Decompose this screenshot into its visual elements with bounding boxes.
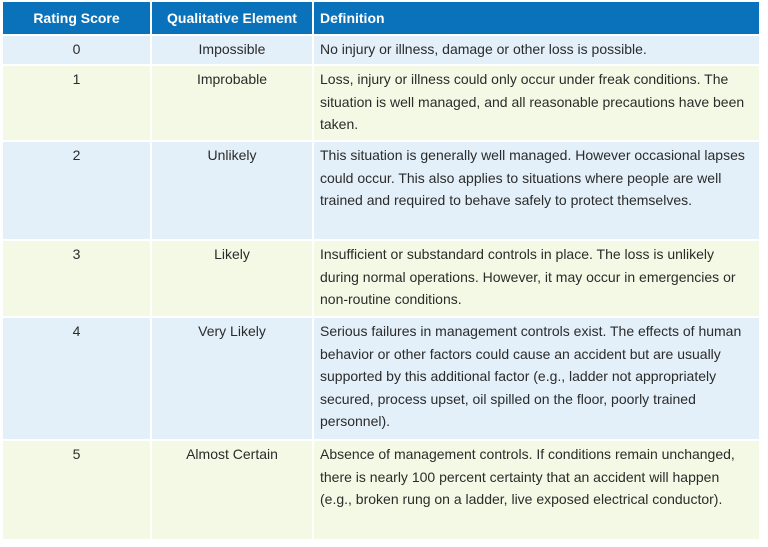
qualitative-element: Very Likely: [152, 318, 312, 439]
rating-score: 1: [3, 66, 150, 140]
definition: This situation is generally well managed. However occasional lapses could occur. This also applies to situations where people are well trained and required to behave safely to protect themselves.: [314, 142, 759, 239]
header-definition: Definition: [314, 2, 759, 34]
header-qualitative-element: Qualitative Element: [152, 2, 312, 34]
table-row: [3, 66, 759, 140]
rating-score: 3: [3, 241, 150, 316]
definition: Serious failures in management controls exist. The effects of human behavior or other factors could cause an accident but are usually supported by this additional factor (e.g., ladder not appropriately secured, process upset, oil spilled on the floor, poorly trained personnel).: [314, 318, 759, 439]
table-row: [3, 318, 759, 439]
table-row: [3, 441, 759, 539]
qualitative-element: Almost Certain: [152, 441, 312, 539]
table-row: [3, 241, 759, 316]
rating-score: 2: [3, 142, 150, 239]
definition: Absence of management controls. If conditions remain unchanged, there is nearly 100 percent certainty that an accident will happen (e.g., broken rung on a ladder, live exposed electrical conductor).: [314, 441, 759, 539]
rating-score: 4: [3, 318, 150, 439]
table-row: [3, 36, 759, 64]
qualitative-element: Improbable: [152, 66, 312, 140]
qualitative-element: Impossible: [152, 36, 312, 64]
definition: Loss, injury or illness could only occur under freak conditions. The situation is well managed, and all reasonable precautions have been taken.: [314, 66, 759, 140]
rating-score-table: [1, 0, 761, 541]
qualitative-element: Unlikely: [152, 142, 312, 239]
definition: No injury or illness, damage or other loss is possible.: [314, 36, 759, 64]
qualitative-element: Likely: [152, 241, 312, 316]
table-row: [3, 142, 759, 239]
header-row: [3, 2, 759, 34]
header-rating-score: Rating Score: [3, 2, 150, 34]
rating-score: 0: [3, 36, 150, 64]
definition: Insufficient or substandard controls in place. The loss is unlikely during normal operations. However, it may occur in emergencies or non-routine conditions.: [314, 241, 759, 316]
rating-score: 5: [3, 441, 150, 539]
